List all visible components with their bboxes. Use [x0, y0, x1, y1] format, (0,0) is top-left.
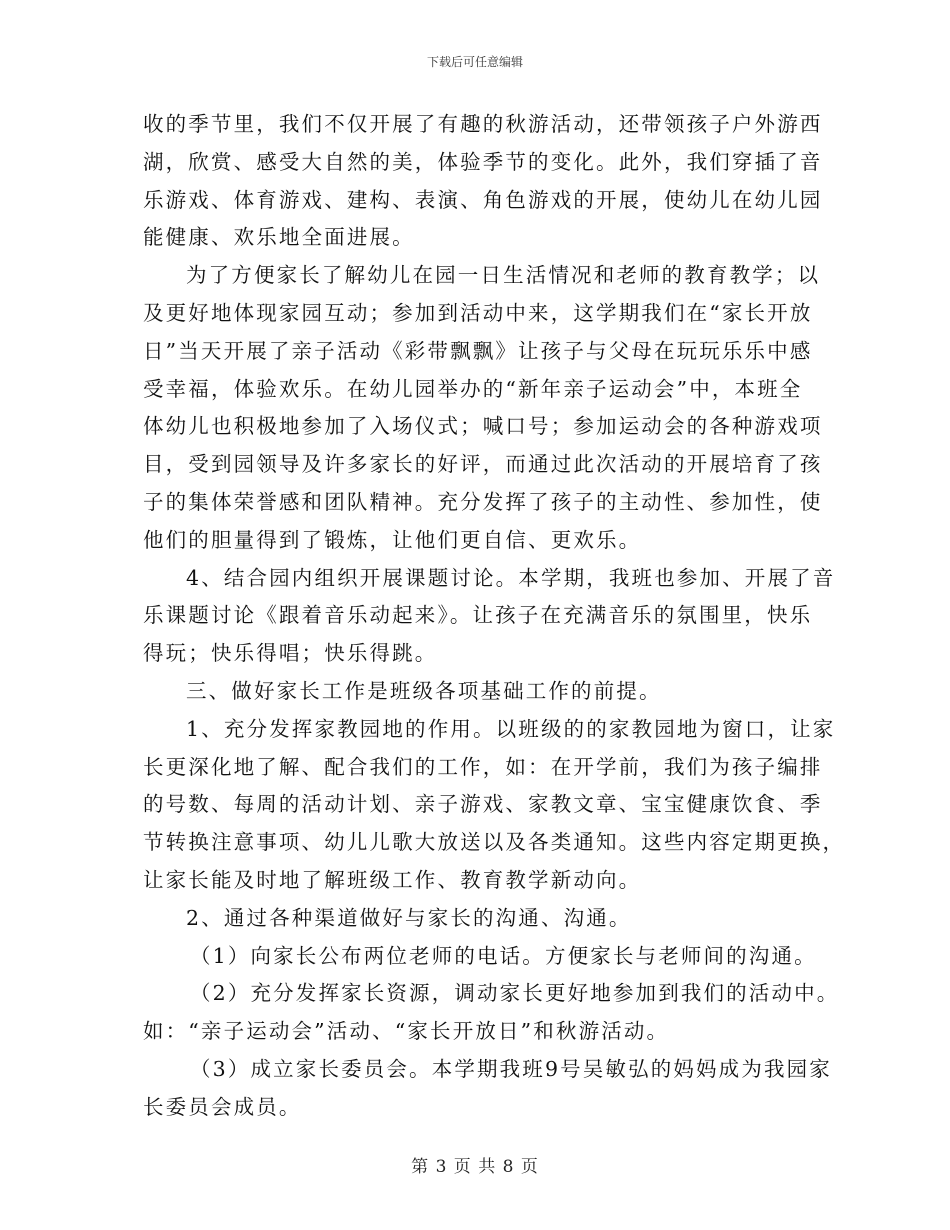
- body-line: 为了方便家长了解幼儿在园一日生活情况和老师的教育教学；以: [186, 263, 821, 288]
- body-line: 湖，欣赏、感受大自然的美，体验季节的变化。此外，我们穿插了音: [143, 149, 823, 174]
- body-line: 2、通过各种渠道做好与家长的沟通、沟通。: [186, 905, 632, 930]
- page-number: 第 3 页 共 8 页: [411, 1157, 539, 1177]
- body-line: 的号数、每周的活动计划、亲子游戏、家教文章、宝宝健康饮食、季: [143, 792, 823, 817]
- body-line: 体幼儿也积极地参加了入场仪式；喊口号；参加运动会的各种游戏项: [143, 414, 823, 439]
- body-line: 子的集体荣誉感和团队精神。充分发挥了孩子的主动性、参加性，使: [143, 489, 823, 514]
- body-line: 日”当天开展了亲子活动《彩带飘飘》让孩子与父母在玩玩乐乐中感: [143, 338, 813, 363]
- body-line: 长更深化地了解、配合我们的工作，如：在开学前，我们为孩子编排: [143, 754, 823, 779]
- body-line: 及更好地体现家园互动；参加到活动中来，这学期我们在“家长开放: [143, 300, 813, 325]
- body-line: 受幸福，体验欢乐。在幼儿园举办的“新年亲子运动会”中，本班全: [143, 376, 803, 401]
- body-line: 1、充分发挥家教园地的作用。以班级的的家教园地为窗口，让家: [186, 716, 836, 741]
- document-body: [143, 106, 846, 1127]
- body-line: 长委员会成员。: [143, 1094, 302, 1119]
- body-line: 他们的胆量得到了锻炼，让他们更自信、更欢乐。: [143, 527, 642, 552]
- body-line: 收的季节里，我们不仅开展了有趣的秋游活动，还带领孩子户外游西: [143, 112, 823, 136]
- body-line: 节转换注意事项、幼儿儿歌大放送以及各类通知。这些内容定期更换，: [143, 830, 846, 855]
- body-line: 得玩；快乐得唱；快乐得跳。: [143, 641, 438, 666]
- body-line: 4、结合园内组织开展课题讨论。本学期，我班也参加、开展了音: [186, 565, 836, 590]
- body-line: 三、做好家长工作是班级各项基础工作的前提。: [186, 678, 662, 703]
- body-line: 让家长能及时地了解班级工作、教育教学新动向。: [143, 867, 642, 892]
- body-line: 如：“亲子运动会”活动、“家长开放日”和秋游活动。: [143, 1019, 670, 1044]
- body-line: （2）充分发挥家长资源，调动家长更好地参加到我们的活动中。: [190, 981, 840, 1006]
- body-line: 目，受到园领导及许多家长的好评，而通过此次活动的开展培育了孩: [143, 452, 823, 477]
- page-header: 下载后可任意编辑: [426, 55, 523, 69]
- body-line: （3）成立家长委员会。本学期我班9号吴敏弘的妈妈成为我园家: [190, 1056, 832, 1081]
- body-line: 乐课题讨论《跟着音乐动起来》。让孩子在充满音乐的氛围里，快乐: [143, 603, 813, 628]
- body-line: 乐游戏、体育游戏、建构、表演、角色游戏的开展，使幼儿在幼儿园: [143, 187, 823, 212]
- body-line: 能健康、欢乐地全面进展。: [143, 225, 415, 250]
- body-line: （1）向家长公布两位老师的电话。方便家长与老师间的沟通。: [190, 943, 817, 968]
